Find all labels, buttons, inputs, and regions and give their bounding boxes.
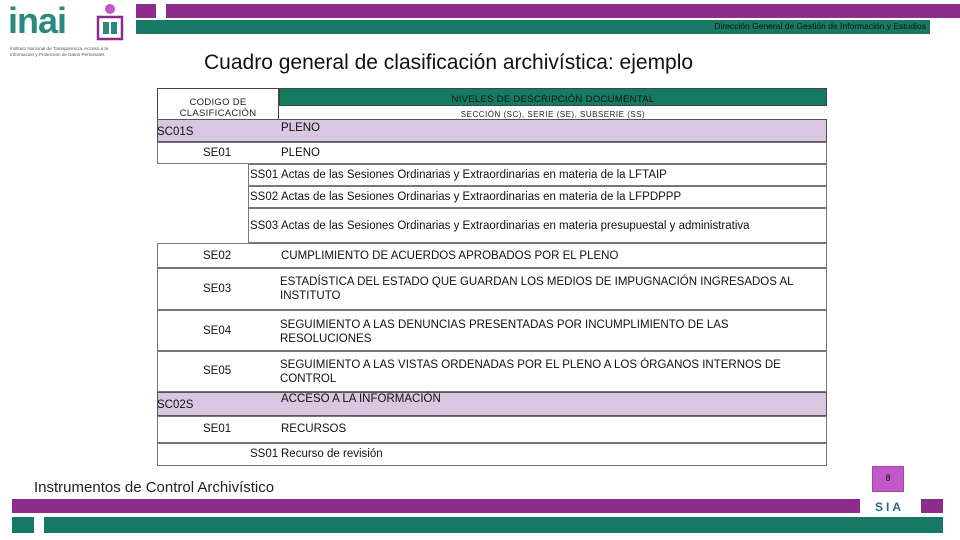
logo-wordmark: inai xyxy=(8,0,67,41)
series-label-se04: SEGUIMIENTO A LAS DENUNCIAS PRESENTADAS POR INCUMPLIMIENTO DE LAS RESOLUCIONES xyxy=(280,319,729,345)
series-code-se01: SE01 xyxy=(203,147,232,159)
subseries-label-sc02-ss01: Recurso de revisión xyxy=(281,448,383,460)
code-header-label: CODIGO DE CLASIFICACIÓN xyxy=(179,97,257,119)
series-code-se03: SE03 xyxy=(203,283,232,295)
levels-header-label: NIVELES DE DESCRIPCIÓN DOCUMENTAL xyxy=(451,94,655,105)
subseries-label-ss01: Actas de las Sesiones Ordinarias y Extraordinarias en materia de la LFTAIP xyxy=(281,169,667,181)
series-code-se05: SE05 xyxy=(203,365,232,377)
subseries-label-ss02: Actas de las Sesiones Ordinarias y Extraordinarias en materia de la LFPDPPP xyxy=(281,191,682,203)
series-row-sc02-se01 xyxy=(157,416,827,443)
footer-title: Instrumentos de Control Archivístico xyxy=(34,479,275,496)
sia-brand: SIA xyxy=(875,500,905,514)
series-label-se03: ESTADÍSTICA DEL ESTADO QUE GUARDAN LOS MEDIOS DE IMPUGNACIÓN INGRESADOS AL INSTITUTO xyxy=(280,276,794,302)
subseries-code-ss01: SS01 xyxy=(250,169,279,181)
code-header-cell xyxy=(157,88,279,120)
section-code-sc02s: SC02S xyxy=(157,399,194,411)
section-row-sc01s xyxy=(157,119,827,142)
section-label-sc02s: ACCESO A LA INFORMACIÓN xyxy=(281,393,441,405)
series-label-se01: PLENO xyxy=(281,147,320,159)
section-label-sc01s: PLENO xyxy=(281,122,320,134)
subseries-code-ss02: SS02 xyxy=(250,191,279,203)
section-code-sc01s: SC01S xyxy=(157,126,194,138)
footer-bar-top xyxy=(12,499,860,513)
department-name: Dirección General de Gestión de Información y Estudios xyxy=(714,21,926,31)
page-number-badge xyxy=(872,466,904,492)
subseries-code-ss03: SS03 xyxy=(250,220,279,232)
series-label-sc02-se01: RECURSOS xyxy=(281,423,347,435)
inai-logo xyxy=(8,2,133,64)
footer-accent-square xyxy=(921,499,943,513)
series-row-se01 xyxy=(157,142,827,164)
footer-bar-bottom xyxy=(44,517,943,533)
section-row-sc02s xyxy=(157,392,827,416)
page-title: Cuadro general de clasificación archivística: ejemplo xyxy=(204,51,694,74)
page-number: 8 xyxy=(885,473,891,483)
header-bar-top xyxy=(166,4,960,18)
levels-subheader-label: SECCIÓN (SC), SERIE (SE), SUBSERIE (SS) xyxy=(460,110,646,119)
logo-emblem-icon xyxy=(92,2,128,44)
subseries-code-sc02-ss01: SS01 xyxy=(250,448,279,460)
subseries-label-ss03: Actas de las Sesiones Ordinarias y Extraordinarias en materia presupuestal y administrativa xyxy=(281,220,750,232)
logo-subtitle: Instituto Nacional de Transparencia, Acceso a la Información y Protección de Datos Personales xyxy=(10,46,109,57)
series-label-se02: CUMPLIMIENTO DE ACUERDOS APROBADOS POR EL PLENO xyxy=(281,250,619,262)
series-code-sc02-se01: SE01 xyxy=(203,423,232,435)
header-accent-square xyxy=(136,4,156,18)
footer-accent-teal-square xyxy=(12,517,34,533)
series-code-se04: SE04 xyxy=(203,325,232,337)
series-code-se02: SE02 xyxy=(203,250,232,262)
series-label-se05: SEGUIMIENTO A LAS VISTAS ORDENADAS POR EL PLENO A LOS ÓRGANOS INTERNOS DE CONTROL xyxy=(280,359,781,385)
